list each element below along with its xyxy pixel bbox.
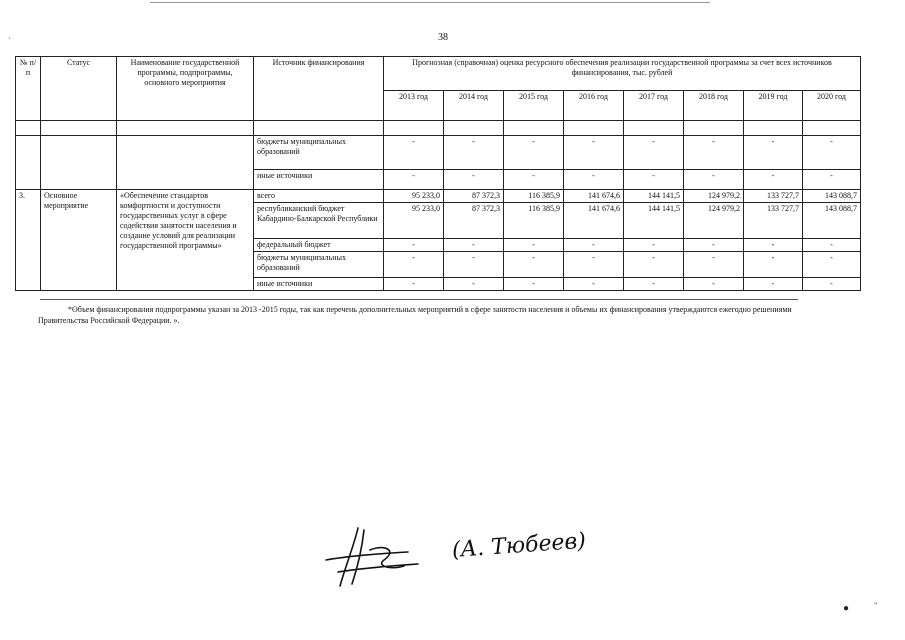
header-year: 2018 год bbox=[684, 91, 744, 121]
source-cell: иные источники bbox=[254, 278, 384, 291]
header-estimate: Прогнозная (справочная) оценка ресурсного обеспечения реализации государственной программы за счет всех источников финансирования, тыс. рублей bbox=[384, 57, 861, 91]
value-cell: 116 385,9 bbox=[504, 203, 564, 239]
blank-row bbox=[16, 121, 861, 136]
item-status: Основное мероприятие bbox=[41, 190, 117, 291]
value-cell: - bbox=[744, 278, 803, 291]
header-source: Источник финансирования bbox=[254, 57, 384, 121]
value-cell: 141 674,6 bbox=[564, 190, 624, 203]
value-cell: - bbox=[624, 170, 684, 190]
value-cell: - bbox=[684, 170, 744, 190]
value-cell: - bbox=[444, 170, 504, 190]
value-cell: - bbox=[444, 278, 504, 291]
source-cell: республиканский бюджет Кабардино-Балкарской Республики bbox=[254, 203, 384, 239]
value-cell: 124 979,2 bbox=[684, 203, 744, 239]
value-cell: - bbox=[384, 252, 444, 278]
value-cell: - bbox=[564, 252, 624, 278]
header-year: 2016 год bbox=[564, 91, 624, 121]
value-cell: - bbox=[384, 136, 444, 170]
value-cell: 95 233,0 bbox=[384, 190, 444, 203]
signature-scribble bbox=[318, 520, 428, 600]
value-cell: - bbox=[803, 239, 861, 252]
value-cell: - bbox=[444, 136, 504, 170]
value-cell: 116 385,9 bbox=[504, 190, 564, 203]
item-number: 3. bbox=[16, 190, 41, 291]
source-cell: бюджеты муниципальных образований bbox=[254, 252, 384, 278]
page-number: 38 bbox=[438, 32, 448, 43]
value-cell: 141 674,6 bbox=[564, 203, 624, 239]
header-year: 2019 год bbox=[744, 91, 803, 121]
value-cell: - bbox=[384, 278, 444, 291]
value-cell: 87 372,3 bbox=[444, 203, 504, 239]
value-cell: 143 088,7 bbox=[803, 203, 861, 239]
value-cell: - bbox=[444, 239, 504, 252]
value-cell: 133 727,7 bbox=[744, 203, 803, 239]
value-cell: 133 727,7 bbox=[744, 190, 803, 203]
value-cell: - bbox=[684, 136, 744, 170]
item-name: «Обеспечение стандартов комфортности и доступности государственных услуг в сфере содействия занятости населения и создание условий для реализации государственной программы» bbox=[117, 190, 254, 291]
table-row bbox=[16, 136, 861, 170]
header-status: Статус bbox=[41, 57, 117, 121]
scan-dot: ● bbox=[843, 603, 850, 614]
value-cell: - bbox=[504, 239, 564, 252]
scan-mark: ` bbox=[8, 36, 11, 46]
value-cell: 124 979,2 bbox=[684, 190, 744, 203]
table-row bbox=[16, 190, 861, 203]
funding-table bbox=[15, 56, 861, 291]
value-cell: - bbox=[564, 170, 624, 190]
value-cell: 144 141,5 bbox=[624, 203, 684, 239]
top-edge-line bbox=[150, 2, 710, 3]
footnote-separator bbox=[40, 299, 798, 300]
value-cell: - bbox=[504, 170, 564, 190]
value-cell: 144 141,5 bbox=[624, 190, 684, 203]
value-cell: - bbox=[384, 170, 444, 190]
value-cell: - bbox=[684, 278, 744, 291]
source-cell: иные источники bbox=[254, 170, 384, 190]
value-cell: - bbox=[803, 136, 861, 170]
value-cell: - bbox=[803, 252, 861, 278]
source-cell: всего bbox=[254, 190, 384, 203]
value-cell: - bbox=[504, 278, 564, 291]
value-cell: - bbox=[744, 170, 803, 190]
signature-name: (А. Тюбеев) bbox=[451, 528, 587, 563]
value-cell: - bbox=[444, 252, 504, 278]
value-cell: - bbox=[384, 239, 444, 252]
value-cell: - bbox=[624, 252, 684, 278]
header-year: 2020 год bbox=[803, 91, 861, 121]
value-cell: 95 233,0 bbox=[384, 203, 444, 239]
value-cell: - bbox=[564, 239, 624, 252]
value-cell: - bbox=[624, 136, 684, 170]
header-year: 2013 год bbox=[384, 91, 444, 121]
scan-dot: " bbox=[874, 601, 878, 610]
value-cell: - bbox=[744, 239, 803, 252]
value-cell: 87 372,3 bbox=[444, 190, 504, 203]
value-cell: - bbox=[564, 278, 624, 291]
header-year: 2014 год bbox=[444, 91, 504, 121]
footnote: *Объем финансирования подпрограммы указан за 2013 -2015 годы, так как перечень дополнительных мероприятий в сфере занятости населения и объемы их финансирования утверждаются ежегодно решениями Правительства Российской Федерации. ». bbox=[38, 305, 792, 325]
header-name: Наименование государственной программы, подпрограммы, основного мероприятия bbox=[117, 57, 254, 121]
header-year: 2015 год bbox=[504, 91, 564, 121]
value-cell: - bbox=[744, 136, 803, 170]
value-cell: 143 088,7 bbox=[803, 190, 861, 203]
value-cell: - bbox=[684, 239, 744, 252]
value-cell: - bbox=[684, 252, 744, 278]
value-cell: - bbox=[504, 136, 564, 170]
value-cell: - bbox=[564, 136, 624, 170]
value-cell: - bbox=[744, 252, 803, 278]
value-cell: - bbox=[624, 239, 684, 252]
source-cell: бюджеты муниципальных образований bbox=[254, 136, 384, 170]
header-num: № п/п bbox=[16, 57, 41, 121]
value-cell: - bbox=[504, 252, 564, 278]
value-cell: - bbox=[803, 278, 861, 291]
value-cell: - bbox=[803, 170, 861, 190]
value-cell: - bbox=[624, 278, 684, 291]
source-cell: федеральный бюджет bbox=[254, 239, 384, 252]
header-year: 2017 год bbox=[624, 91, 684, 121]
